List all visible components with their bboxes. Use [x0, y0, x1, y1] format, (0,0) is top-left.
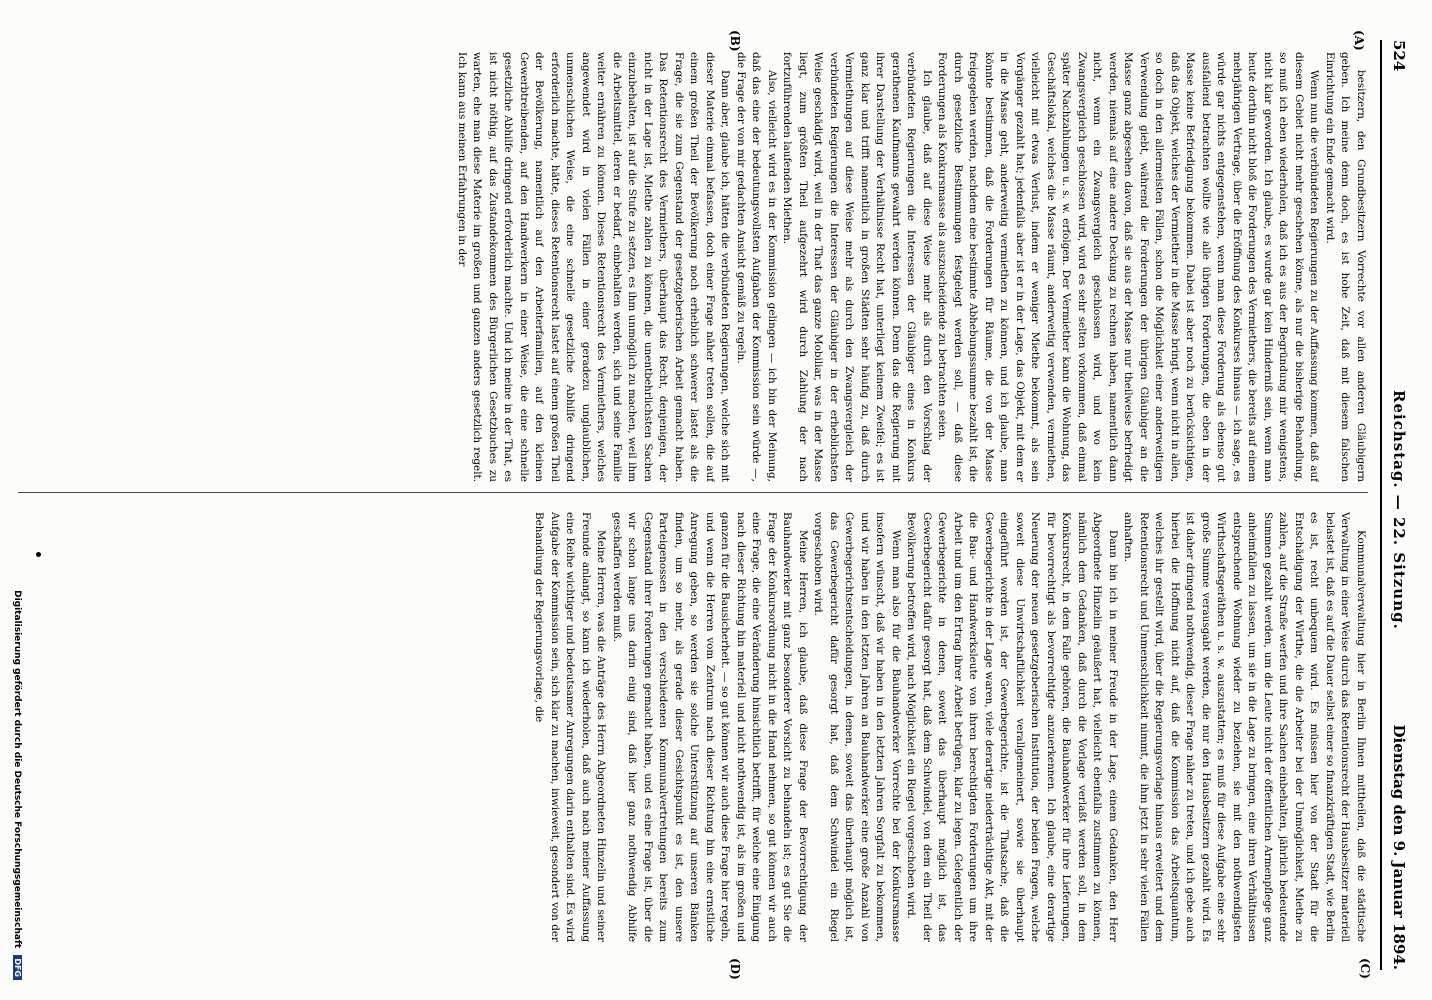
page-title: Reichstag. — 22. Sitzung.	[1390, 390, 1408, 630]
page-header	[1380, 40, 1422, 970]
digitization-credit	[12, 400, 22, 980]
dfg-logo: DFG	[13, 955, 22, 980]
page-number: 524	[1390, 40, 1408, 72]
margin-marker-c: (C)	[1358, 958, 1372, 979]
paragraph: Also, vielleicht wird es in der Kommission gelingen — ich bin der Meinung, daß das eine der bedeutungsvollsten Aufgaben der Kommission sein würde —, die Frage der von mir gedachten Ansicht gemäß zu regeln.	[735, 52, 778, 482]
stray-mark	[36, 552, 41, 557]
margin-marker-b: (B)	[728, 30, 742, 52]
paragraph: Meine Herren, ich glaube, daß diese Frage der Bevorrechtigung der Bauhandwerker mit ganz besonderer Vorsicht zu behandeln ist; es gut Sie die Frage der Konkursordnung nicht in die Hand nehmen, so gut können wir auch eine Frage, die eine Veränderung hinsichtlich betrifft, für welche eine Einigung nach dieser Richtung hin materiell und nicht nothwendig ist, als im großen und ganzen für die Bausicherheit. — so gut können wir auch diese Frage hier regeln, und wenn die Herren vom Zentrum nach dieser Richtung hin eine ernstliche Anregung geben, so werden sie solche Unterstützung auf unseren Bänken finden, um so mehr, als gerade dieser Gesichtspunkt es ist, den unsere Parteigenossen in den verschiedenen Kommunalvertretungen bereits zum Gegenstand ihrer Forderungen gemacht haben, und es eine Frage ist, über die wir schon lange uns darin einig sind, daß hier ganz nothwendig Abhilfe geschaffen werden muß.	[611, 512, 809, 942]
page-date: Dienstag den 9. Januar 1894.	[1390, 724, 1408, 970]
margin-marker-d: (D)	[728, 958, 742, 980]
paragraph: Kommunalverwaltung hier in Berlin Ihnen mittheilen, daß die städtische Verwaltung in einer Weise durch das Retentionsrecht der Hausbesitzer materiell belastet ist, daß es auf die Dauer selbst einer so finanzkräftigen Stadt, wie Berlin es ist, recht unbequem wird. Es müssen hier von der Stadt für die Entschädigung der Wirthe, die die Arbeiter bei der Unmöglichkeit, Miethe zu zahlen, auf die Straße werfen und ihre Sachen einbehalten, jährlich bedeutende Summen gezahlt werden, um die Leute nicht der öffentlichen Armenpflege ganz anheimfallen zu lassen, um sie in die Lage zu bringen, eine ihren Verhältnissen entsprechende Wohnung wieder zu beziehen, sie mit den nothwendigsten Wirthschaftsgeräthen u. s. w. auszustatten; es muß für diese Aufgabe eine sehr große Summe verausgabt werden, die nur den Hausbesitzern gezahlt wird. Es ist daher dringend nothwendig, dieser Frage näher zu treten, und ich gebe auch hierbei die Hoffnung nicht auf, daß die Kommission das Arbeitsquantum, welches ihr gestellt wird, über die Regierungsvorlage hinaus erweitert und dem Retentionsrecht und Unmenschlichkeit nimmt, die ihm jetzt in sehr vielen Fällen anhaften.	[1122, 512, 1367, 942]
credit-text: Digitalisierung gefördert durch die Deutsche Forschungsgemeinschaft	[12, 590, 22, 949]
margin-marker-a: (A)	[1352, 30, 1366, 51]
paragraph: Dann aber, glaube ich, hätten die verbündeten Regierungen, welche sich mit dieser Materie einmal befassen, doch einer Frage näher treten sollen, die auf einem großen Theil der Bevölkerung noch erheblich schwerer lastet als die Frage, die sie zum Gegenstand der gesetzgeberischen Arbeit gemacht haben. Das Retentionsrecht des Vermiethers, überhaupt das Recht, denjenigen, der nicht in der Lage ist, Miethe zahlen zu können, die unentbehrlichsten Sachen einzubehalten, ist auf die Stufe zu setzen, es ihm unmöglich zu machen, weil ihm die Arbeitsmittel, deren er bedarf, einbehalten werden, sich und seine Familie weiter ernähren zu können. Dieses Retentionsrecht des Vermiethers, welches angewendet wird in vielen Fällen in einer geradezu unglaublichen, unmenschlichen Weise, die eine schnelle gesetzliche Abhilfe dringend erforderlich machte, hätte, dieses Retentionsrecht lastet auf einem großen Theil der Bevölkerung, namentlich auf den Arbeiterfamilien, auf den kleinen Gewerbtreibenden, auf den Handwerkern in einer Weise, die eine schnelle gesetzliche Abhilfe dringend erforderlich machte. Und ich meine in der That, es ist nicht nöthig, auf das Zustandekommen des Bürgerlichen Gesetzbuches zu warten, ehe man diese Materie im großen und ganzen anders gesetzlich regelt. Ich kann aus meinen Erfahrungen in der	[456, 52, 732, 482]
paragraph: Meine Herren, was die Anträge des Herrn Abgeordneten Hinzelin und seiner Freunde anlangt, so kann ich wiederholen, daß auch nach meiner Auffassung eine Reihe wichtiger und bedeutsamer Anregungen darin enthalten sind. Es wird Aufgabe der Kommission sein, sich klar zu machen, inwieweit, gesondert von der Behandlung der Regierungsvorlage, die	[533, 512, 608, 942]
paragraph: Ich glaube, daß auf diese Weise mehr als durch den Vorschlag der verbündeten Regierungen die Interessen der Gläubiger eines in Konkurs gerathenen Kaufmanns gewahrt werden können. Denn das die Regierung mit ihrer Darstellung der Verhältnisse Recht hat, unterliegt keinem Zweifel; es ist ganz klar und trifft namentlich in großen Städten sehr häufig zu, daß durch Vermiethungen auf diese Weise mehr als durch den Zwangsvergleich der verbündeten Regierungen die Interessen der Gläubiger in der erheblichsten Weise geschädigt wird, weil in der That das ganze Mobiliar, was in der Masse liegt, zum größten Theil aufgezehrt wird durch Zahlung der nach fortzuführenden laufenden Miethen.	[781, 52, 933, 482]
paragraph: Wenn man also für die Bauhandwerker Vorrechte bei der Konkursmasse insofern wünscht, daß wir haben in den letzten Jahren Sorgfalt zu bekommen, und wir haben in den letzten Jahren an Bauhandwerker eine große Anzahl von Gewerbegerichtsentscheidungen, in denen, soweit das überhaupt möglich ist, das Gewerbegericht dafür gesorgt hat, daß dem Schwindel ein Riegel vorgeschoben wird.	[812, 512, 902, 942]
right-column	[18, 512, 1368, 942]
paragraph: besitzern, den Grundbesitzern Vorrechte vor allen anderen Gläubigern geben. Ich meine denn doch, es ist hohe Zeit, daß mit diesem falschen Einrichtung ein Ende gemacht wird.	[1324, 52, 1367, 482]
paragraph: Dann bin ich in meiner Freude in der Lage, einem Gedanken, den Herr Abgeordnete Hinzelin geäußert hat, vielleicht ebenfalls zustimmen zu können, nämlich dem Gedanken, daß durch die Vorlage verlaßt werden soll, in dem Konkursrecht, in dem Falle gehören, die Bauhandwerker für ihre Lieferungen, für bevorrechtigt als bevorrechtigte anzuerkennen. Ich glaube, eine derartige Neuerung der neuen gesetzgeberischen Institution, der beiden Fragen, welche soweit diese Unwirtschaftlichkeit verallgemeinert, sowie sie überhaupt eingeführt worden ist, der Gewerbegerichte, ist die Thatsache, daß die Gewerbegerichte in der Lage waren, viele derartige niederträchtige Akt, mit der die Bau- und Handwerksleute von ihren berechtigten Forderungen um ihre Arbeit und um den Ertrag ihrer Arbeit betrügen, klar zu legen. Gelegentlich der Gewerbegerichte in denen, soweit das überhaupt möglich ist, das Gewerbegericht dafür gesorgt hat, daß dem Schwindel, von dem ein Theil der Bevölkerung betroffen wird, nach Möglichkeit ein Riegel vorgeschoben wird.	[905, 512, 1119, 942]
column-divider	[18, 492, 1368, 493]
paragraph: Wenn nun die verbündeten Regierungen zu der Auffassung kommen, daß auf diesem Gebiet nicht mehr geschehen könne, als nur die bisherige Behandlung, so muß ich eben wiederholen, daß ich es aus der Begründung mir wenigstens, nicht klar geworden. Ich glaube, es wurde gar kein Hinderniß sein, wenn man heute dorthin nicht bloß die Forderungen des Vermiethers, die bereits auf einem mehrjährigen Vertrage, über die Eröffnung des Konkurses hinaus — ich sage, es würde gar nichts entgegenstehen, wenn man diese Forderung als ebenso gut ausfallend betrachten wollte wie alle übrigen Forderungen, die eben in der Masse keine Befriedigung bekommen. Dabei ist aber noch zu berücksichtigen, daß das Objekt, welches der Vermiether in die Masse bringt, wenn nicht in allen, so doch in den allermeisten Fällen, schon die Möglichkeit einer anderweitigen Verwendung giebt, während die Forderungen der übrigen Gläubiger an die Masse ganz abgesehen davon, daß sie aus der Masse nur theilweise befriedigt werden, niemals auf eine andere Deckung zu rechnen haben, namentlich dann nicht, wenn ein Zwangsvergleich geschlossen wird, und wo kein Zwangsvergleich geschlossen wird, wird es sehr selten vorkommen, daß einmal später Nachzahlungen u. s. w. erfolgen. Der Vermiether kann die Wohnung, das Geschäftslokal, welches die Masse räumt, anderweitig verwenden, vermiethen, vielleicht mit etwas Verlust, indem er weniger Miethe bekommt, als sein Vorgänger gezahlt hat; jedenfalls aber ist er in der Lage, das Objekt, mit dem er in die Masse geht, anderweitig vermiethen zu können, und ich glaube, man könnte bestimmen, daß die Forderungen für Räume, die von der Masse freigegeben werden, nachdem eine bestimmte Abhebungssumme bezahlt ist, die durch gesetzliche Bestimmungen festgelegt werden soll, — daß diese Forderungen als Konkursmasse als auszuscheidende zu betrachten seien.	[936, 52, 1321, 482]
left-column	[18, 52, 1368, 482]
